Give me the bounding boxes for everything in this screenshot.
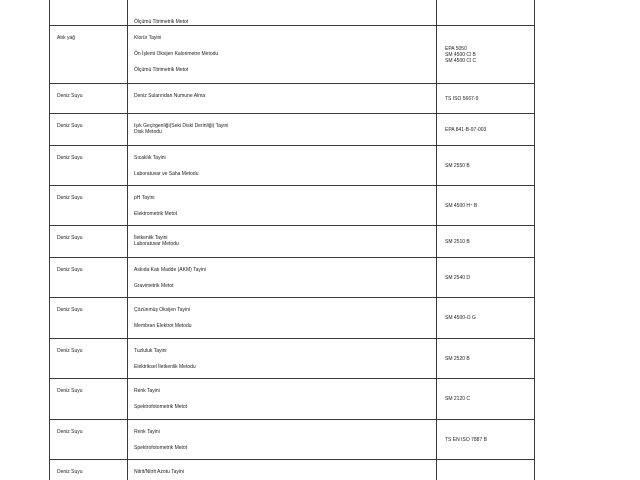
line-spacer	[134, 354, 436, 364]
parameter-line: Klorür Tayini	[134, 35, 162, 41]
parameter-line: Elektriksel İletkenlik Metodu	[134, 364, 196, 370]
matrix-text: Deniz Suyu	[57, 93, 83, 99]
parameter-line: Membran Elektrot Metodu	[134, 323, 192, 329]
parameter-line: Disk Metodu	[134, 129, 162, 135]
parameter-cell	[128, 460, 437, 480]
method-reference: TS EN ISO 7887 B	[445, 436, 487, 443]
table-row	[50, 226, 535, 258]
parameter-line: pH Tayini	[134, 195, 155, 201]
matrix-cell	[50, 298, 128, 339]
table-row	[50, 114, 535, 146]
method-reference: SM 4500 H⁺ B	[445, 202, 478, 209]
line-spacer	[134, 161, 436, 171]
parameter-line: Elektrometrik Metot	[134, 211, 178, 217]
matrix-cell	[50, 0, 128, 26]
method-reference: SM 2540 D	[445, 274, 471, 281]
method-reference-cell	[437, 258, 535, 298]
parameter-line: Çözünmüş Oksijen Tayini	[134, 307, 191, 313]
method-reference-cell	[437, 460, 535, 480]
parameter-line: Ön İşlemi Oksijen Kalorimetre Metodu	[134, 51, 219, 57]
parameter-line: Tuzluluk Tayini	[134, 348, 167, 354]
line-spacer	[134, 201, 436, 211]
method-reference: SM 4500-O G	[445, 315, 476, 321]
method-reference: SM 2120 C	[445, 396, 471, 402]
matrix-cell	[50, 146, 128, 186]
matrix-cell	[50, 84, 128, 114]
method-reference: SM 2520 B	[445, 355, 470, 362]
table-row	[50, 84, 535, 114]
matrix-text: Deniz Suyu	[57, 123, 83, 129]
table-row	[50, 420, 535, 460]
matrix-text: Deniz Suyu	[57, 348, 83, 354]
line-spacer	[134, 0, 436, 9]
parameter-cell	[128, 186, 437, 226]
method-reference-cell	[437, 146, 535, 186]
parameter-cell	[128, 379, 437, 420]
table-row	[50, 0, 535, 26]
matrix-text: Deniz Suyu	[57, 267, 83, 273]
table-row	[50, 460, 535, 480]
method-reference-cell	[437, 298, 535, 339]
parameter-cell	[128, 339, 437, 379]
method-reference-cell	[437, 339, 535, 379]
parameter-cell	[128, 84, 437, 114]
line-spacer	[134, 273, 436, 283]
line-spacer	[134, 41, 436, 51]
matrix-cell	[50, 226, 128, 258]
matrix-cell	[50, 339, 128, 379]
parameter-line: Spektrofotometrik Metot	[134, 404, 188, 410]
matrix-text: Deniz Suyu	[57, 307, 83, 313]
method-reference: EPA 5050	[445, 45, 467, 52]
parameter-line: Laboratuvar ve Saha Metodu	[134, 171, 199, 177]
parameter-line: Laboratuvar Metodu	[134, 241, 179, 247]
accreditation-scope-table	[49, 0, 535, 480]
parameter-cell	[128, 420, 437, 460]
parameter-line: Gravimetrik Metot	[134, 283, 174, 289]
method-reference-cell	[437, 114, 535, 146]
parameter-line: Renk Tayini	[134, 429, 160, 435]
parameter-cell	[128, 298, 437, 339]
matrix-cell	[50, 258, 128, 298]
parameter-line: Ölçümü Titrimetrik Metot	[134, 19, 189, 25]
table-row	[50, 26, 535, 84]
line-spacer	[134, 475, 436, 480]
method-reference-cell	[437, 0, 535, 26]
matrix-text: Deniz Suyu	[57, 429, 83, 435]
parameter-cell	[128, 26, 437, 84]
parameter-line: Nitrit/Nitrit Azotu Tayini	[134, 469, 184, 475]
parameter-line: Renk Tayini	[134, 388, 160, 394]
table-row	[50, 339, 535, 379]
method-reference-cell	[437, 26, 535, 84]
parameter-line: Askıda Katı Madde (AKM) Tayini	[134, 267, 206, 273]
line-spacer	[134, 9, 436, 19]
matrix-cell	[50, 420, 128, 460]
method-reference: EPA 841-B-97-003	[445, 126, 487, 133]
method-reference-cell	[437, 186, 535, 226]
method-reference-cell	[437, 420, 535, 460]
parameter-cell	[128, 226, 437, 258]
method-reference: TS ISO 5667-9	[445, 95, 479, 102]
parameter-line: Işık Geçirgenliği(Seki Diski Derinliği) Tayini	[134, 123, 229, 129]
parameter-line: Deniz Sularından Numune Alma	[134, 93, 206, 99]
matrix-cell	[50, 114, 128, 146]
parameter-cell	[128, 0, 437, 26]
matrix-cell	[50, 26, 128, 84]
matrix-cell	[50, 460, 128, 480]
method-reference-cell	[437, 379, 535, 420]
parameter-line: Sıcaklık Tayini	[134, 155, 166, 161]
method-reference: SM 2550 B	[445, 162, 470, 169]
matrix-cell	[50, 379, 128, 420]
method-reference: SM 4500 Cl C	[445, 57, 477, 64]
method-reference-cell	[437, 226, 535, 258]
table-row	[50, 298, 535, 339]
parameter-cell	[128, 146, 437, 186]
method-reference: SM 2510 B	[445, 238, 470, 245]
matrix-text: Deniz Suyu	[57, 388, 83, 394]
line-spacer	[134, 57, 436, 67]
matrix-text: Atık yağ	[57, 35, 76, 41]
line-spacer	[134, 435, 436, 445]
table-row	[50, 379, 535, 420]
table-row	[50, 146, 535, 186]
line-spacer	[134, 394, 436, 404]
parameter-line: Spektrofotometrik Metot	[134, 445, 188, 451]
method-reference: SM 4500 Cl B	[445, 51, 476, 58]
parameter-line: Ölçümü Titrimetrik Metot	[134, 67, 189, 73]
matrix-cell	[50, 186, 128, 226]
line-spacer	[134, 313, 436, 323]
matrix-text: Deniz Suyu	[57, 155, 83, 161]
matrix-text: Deniz Suyu	[57, 235, 83, 241]
parameter-cell	[128, 114, 437, 146]
matrix-text: Deniz Suyu	[57, 195, 83, 201]
table-body	[50, 0, 535, 480]
parameter-line: İletkenlik Tayini	[134, 235, 168, 241]
parameter-cell	[128, 258, 437, 298]
table-row	[50, 258, 535, 298]
method-reference-cell	[437, 84, 535, 114]
matrix-text: Deniz Suyu	[57, 469, 83, 475]
table-row	[50, 186, 535, 226]
